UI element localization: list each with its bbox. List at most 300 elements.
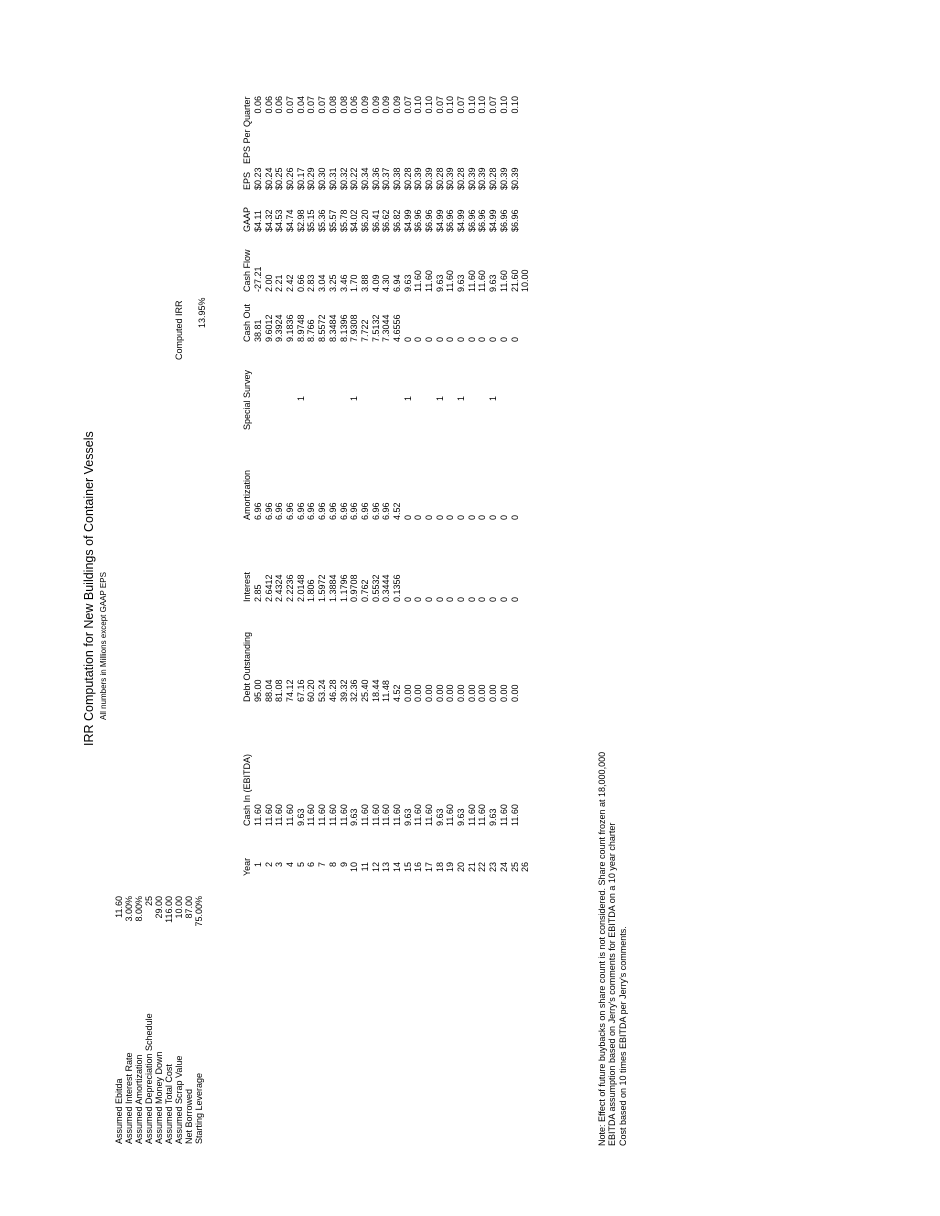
table-cell: 0 (424, 514, 434, 520)
table-cell: 2.0148 (295, 574, 306, 602)
table-cell: 20 (456, 862, 467, 873)
table-cell: 1.3884 (327, 574, 338, 602)
table-cell (520, 542, 531, 602)
table-cell: 9.63 (488, 808, 499, 826)
table-cell (392, 396, 403, 426)
table-cell: $0.26 (285, 167, 296, 190)
table-cell: 9.63 (434, 274, 445, 292)
table-cell: 14 (391, 862, 402, 873)
table-cell: 0.9708 (349, 574, 360, 602)
table-cell: 23 (488, 862, 499, 873)
table-cell: 32.36 (349, 679, 360, 702)
table-cell: $0.22 (349, 167, 360, 190)
table-cell: 2.4324 (274, 574, 285, 602)
table-cell: $0.24 (263, 167, 274, 190)
table-cell: $0.39 (445, 167, 456, 190)
table-cell: 11.60 (285, 804, 296, 826)
table-cell: 0 (509, 514, 520, 520)
table-cell: 0 (434, 514, 445, 520)
table-cell: 0 (488, 514, 499, 520)
table-cell: 11.60 (274, 804, 285, 826)
assumption-label: Assumed Money Down (153, 1051, 164, 1144)
table-cell: 0.09 (370, 96, 381, 114)
table-cell: 0.00 (413, 684, 424, 702)
column-cash-in (253, 766, 531, 826)
table-cell: $0.34 (359, 167, 370, 190)
table-cell: -27.21 (253, 266, 263, 292)
header-special-survey: Special Survey (242, 369, 252, 430)
table-cell: $4.32 (263, 209, 274, 232)
assumption-value: 10.00 (173, 896, 184, 919)
table-cell: 21 (466, 862, 477, 873)
table-cell: 3.88 (359, 274, 370, 292)
table-cell: 6.96 (317, 502, 328, 520)
table-cell: 0.07 (306, 96, 317, 114)
table-cell: 11.60 (466, 270, 477, 292)
table-cell: $0.39 (498, 167, 509, 190)
table-cell: $0.39 (509, 167, 520, 190)
table-cell: 0 (477, 596, 488, 602)
table-cell: 3.46 (338, 274, 349, 292)
assumption-label: Assumed Depreciation Schedule (143, 1013, 154, 1144)
table-cell (445, 396, 456, 426)
table-cell: 0.10 (413, 96, 424, 114)
table-cell: $6.41 (370, 209, 381, 232)
table-cell: $0.29 (306, 167, 317, 190)
table-cell: 0 (402, 514, 413, 520)
table-cell: 0.00 (498, 684, 509, 702)
table-cell: 88.04 (263, 679, 274, 702)
table-cell: 1 (456, 396, 467, 402)
page-subtitle: All numbers in Millions except GAAP EPS (99, 572, 108, 720)
table-cell: 46.28 (327, 679, 338, 702)
table-cell: 1.806 (306, 579, 317, 602)
table-cell: 1 (253, 862, 263, 868)
header-year: Year (242, 857, 252, 876)
assumption-label: Assumed Amortization (133, 1054, 144, 1144)
table-cell: $6.96 (498, 209, 509, 232)
table-cell: 2.21 (274, 274, 285, 292)
column-eps-per-quarter (253, 96, 531, 126)
table-cell: 11.60 (477, 804, 488, 826)
table-cell: 0.06 (263, 96, 274, 114)
table-cell: 9.63 (349, 808, 360, 826)
table-cell (413, 396, 424, 426)
table-cell: 25 (509, 862, 520, 873)
table-cell: 0.00 (488, 684, 499, 702)
table-cell: 3 (274, 862, 285, 868)
table-cell: 0.00 (456, 684, 467, 702)
table-cell: 1.70 (349, 274, 360, 292)
table-cell: 0.08 (327, 96, 338, 114)
assumption-value: 29.00 (153, 896, 164, 919)
assumption-value: 11.60 (114, 896, 124, 918)
table-cell: 7 (317, 862, 328, 868)
table-cell: 6.96 (285, 502, 296, 520)
table-cell: 6.96 (263, 502, 274, 520)
table-cell: 4.52 (391, 684, 402, 702)
table-cell: 74.12 (285, 679, 296, 702)
table-cell: 0.762 (359, 579, 370, 602)
table-cell: 6 (306, 862, 317, 868)
column-gaap (253, 192, 531, 232)
assumption-label: Starting Leverage (193, 1072, 204, 1144)
table-cell: 12 (370, 862, 381, 873)
table-cell: 5 (295, 862, 306, 868)
table-cell (499, 396, 510, 426)
header-debt-outstanding: Debt Outstanding (242, 631, 252, 702)
table-cell: 0 (498, 336, 509, 342)
table-cell (264, 396, 275, 426)
table-cell: 9 (338, 862, 349, 868)
table-cell: 18 (434, 862, 445, 873)
table-cell: 11.60 (370, 804, 381, 826)
column-debt-outstanding (253, 642, 531, 702)
table-cell: 16 (413, 862, 424, 873)
table-cell: $0.38 (391, 167, 402, 190)
table-cell (467, 396, 478, 426)
table-cell: 4 (285, 862, 296, 868)
table-cell: 0.08 (338, 96, 349, 114)
table-cell: 0 (434, 596, 445, 602)
table-cell: 6.96 (359, 502, 370, 520)
table-cell: 0.09 (381, 96, 392, 114)
assumption-value: 75.00% (193, 896, 204, 927)
table-cell (274, 396, 285, 426)
table-cell: 11.60 (424, 804, 434, 826)
table-cell: 11.60 (359, 804, 370, 826)
table-cell: 1 (402, 396, 413, 402)
table-cell: 0.06 (349, 96, 360, 114)
table-cell (381, 396, 392, 426)
table-cell: 6.94 (391, 274, 402, 292)
table-cell: 0 (413, 596, 424, 602)
table-cell: 0.5532 (370, 574, 381, 602)
header-amortization: Amortization (242, 469, 252, 520)
table-cell: 0.3444 (381, 574, 392, 602)
header-cash-in: Cash In (EBITDA) (242, 753, 252, 826)
assumption-value: 3.00% (123, 896, 134, 922)
table-cell: $0.28 (434, 167, 445, 190)
table-cell: 0 (488, 336, 499, 342)
table-cell (253, 396, 264, 426)
table-cell: 0 (402, 596, 413, 602)
table-cell: $4.02 (349, 209, 360, 232)
table-cell: 11.60 (327, 804, 338, 826)
table-cell: 4.6556 (391, 314, 402, 342)
table-cell: 18.44 (370, 679, 381, 702)
table-cell: 0.00 (445, 684, 456, 702)
table-cell: 6.96 (349, 502, 360, 520)
table-cell: 9.63 (488, 274, 499, 292)
table-cell: 0.10 (509, 96, 520, 114)
table-cell: 10.00 (520, 269, 531, 292)
table-cell: 1.5972 (317, 574, 328, 602)
footnote: EBITDA assumption based on Jerry's comments for EBITDA on a 10 year charter (607, 822, 618, 1146)
table-cell: $4.11 (253, 210, 263, 232)
table-cell: 6.96 (381, 502, 392, 520)
table-cell: 0 (445, 336, 456, 342)
table-cell: 11.60 (253, 804, 263, 826)
table-cell: 11.60 (306, 804, 317, 826)
table-cell: 2.6412 (263, 574, 274, 602)
table-cell: 1 (295, 396, 306, 402)
table-cell: 4.30 (381, 274, 392, 292)
table-cell: 0 (402, 336, 413, 342)
table-cell: 9.63 (295, 808, 306, 826)
table-cell: $0.37 (381, 167, 392, 190)
page-title: IRR Computation for New Buildings of Container Vessels (82, 431, 96, 746)
table-cell: $0.28 (456, 167, 467, 190)
table-cell: 11.60 (413, 270, 424, 292)
table-cell: $0.32 (338, 167, 349, 190)
table-cell (520, 396, 531, 426)
table-cell: 9.63 (402, 274, 413, 292)
table-cell: 4.52 (391, 502, 402, 520)
table-cell: 0 (477, 514, 488, 520)
footnote: Cost based on 10 times EBITDA per Jerry's comments. (617, 926, 628, 1146)
table-cell: 11.60 (498, 804, 509, 826)
table-cell: 0.00 (509, 684, 520, 702)
table-cell: 7.9308 (349, 314, 360, 342)
table-cell: 8 (327, 862, 338, 868)
table-cell: 0 (413, 514, 424, 520)
assumption-values (114, 896, 203, 956)
assumption-label: Assumed Ebitda (114, 1078, 124, 1144)
table-cell: 17 (424, 862, 434, 873)
table-cell: 0.04 (295, 96, 306, 114)
table-cell: 0.09 (391, 96, 402, 114)
table-cell: 2.00 (263, 274, 274, 292)
table-cell: $0.28 (402, 167, 413, 190)
table-cell: 11.60 (466, 804, 477, 826)
table-cell: 0.07 (488, 96, 499, 114)
table-cell: 25.40 (359, 679, 370, 702)
table-cell: 22 (477, 862, 488, 873)
table-cell: 19 (445, 862, 456, 873)
table-cell: 0.10 (424, 96, 434, 114)
table-cell: 0 (466, 514, 477, 520)
table-cell: 11.60 (445, 804, 456, 826)
table-cell: 11.60 (509, 804, 520, 826)
table-cell: $6.96 (413, 209, 424, 232)
table-cell: 11.60 (381, 804, 392, 826)
table-cell (520, 192, 531, 232)
table-cell: 2.2236 (285, 574, 296, 602)
table-cell: 0.1356 (391, 574, 402, 602)
assumption-value: 87.00 (183, 896, 194, 919)
table-cell (424, 396, 435, 426)
table-cell: $6.96 (424, 209, 434, 232)
table-cell: 0.07 (402, 96, 413, 114)
table-cell: 0.66 (295, 274, 306, 292)
table-cell (510, 396, 521, 426)
table-cell: 10 (349, 862, 360, 873)
table-cell: $0.28 (488, 167, 499, 190)
assumption-label: Assumed Total Cost (163, 1064, 174, 1144)
table-cell: 38.81 (253, 319, 263, 342)
table-cell: 1 (434, 396, 445, 402)
table-cell: 0 (498, 514, 509, 520)
table-cell: 0 (466, 336, 477, 342)
table-cell: 0.07 (317, 96, 328, 114)
table-cell: 11.60 (338, 804, 349, 826)
table-cell: 11.60 (498, 270, 509, 292)
table-cell (520, 642, 531, 702)
table-cell: 6.96 (295, 502, 306, 520)
assumption-value: 25 (143, 896, 154, 907)
table-cell: 0 (509, 336, 520, 342)
table-cell: 0 (413, 336, 424, 342)
table-cell: 11.60 (391, 804, 402, 826)
table-cell: 0.00 (466, 684, 477, 702)
table-cell: 0 (456, 596, 467, 602)
table-cell: 6.96 (327, 502, 338, 520)
table-cell (306, 396, 317, 426)
table-cell: $6.96 (477, 209, 488, 232)
table-cell (285, 396, 296, 426)
footnotes (597, 752, 628, 1146)
table-cell (317, 396, 328, 426)
table-cell: 24 (498, 862, 509, 873)
table-cell: 7.3044 (381, 314, 392, 342)
table-cell: $0.17 (295, 167, 306, 190)
table-cell: 8.766 (306, 319, 317, 342)
table-cell: 13 (381, 862, 392, 873)
assumption-labels (114, 1013, 203, 1144)
table-cell: 0 (424, 336, 434, 342)
table-cell: $0.31 (327, 167, 338, 190)
table-cell: 1 (488, 396, 499, 402)
table-cell: 0.10 (477, 96, 488, 114)
table-cell: 0 (445, 514, 456, 520)
table-cell: 2.83 (306, 274, 317, 292)
table-cell: 95.00 (253, 679, 263, 702)
table-cell: 0.00 (424, 684, 434, 702)
table-cell: 4.09 (370, 274, 381, 292)
table-cell (520, 150, 531, 190)
table-cell: 11.60 (477, 270, 488, 292)
table-cell: 7.5132 (370, 314, 381, 342)
table-cell: 39.32 (338, 679, 349, 702)
table-cell: 0.06 (274, 96, 285, 114)
assumption-label: Net Borrowed (183, 1088, 194, 1144)
header-gaap: GAAP (242, 206, 252, 232)
table-cell: 11.60 (424, 270, 434, 292)
table-cell: 2.42 (285, 274, 296, 292)
table-cell: $0.39 (424, 167, 434, 190)
table-cell: 9.1836 (285, 314, 296, 342)
column-amortization (253, 460, 531, 520)
table-cell: 0 (456, 514, 467, 520)
column-cash-out (253, 292, 531, 342)
table-cell: 0 (424, 596, 434, 602)
assumption-label: Assumed Scrap Value (173, 1055, 184, 1144)
assumption-value: 116.00 (163, 896, 174, 923)
table-cell: 6.96 (338, 502, 349, 520)
table-cell: $0.39 (413, 167, 424, 190)
table-cell: 0.07 (285, 96, 296, 114)
table-cell: 0 (445, 596, 456, 602)
table-cell: 11 (359, 862, 370, 872)
table-cell: 11.60 (263, 804, 274, 826)
header-eps-per-quarter: EPS Per Quarter (242, 96, 252, 164)
table-cell: 8.9748 (295, 314, 306, 342)
column-cash-flow (253, 242, 531, 292)
table-cell: $6.96 (445, 209, 456, 232)
table-cell: 67.16 (295, 679, 306, 702)
table-cell: 0 (434, 336, 445, 342)
table-cell: 15 (402, 862, 413, 873)
table-cell: 0.09 (359, 96, 370, 114)
table-cell: 53.24 (317, 679, 328, 702)
table-cell: 1.1796 (338, 574, 349, 602)
table-cell: 0 (498, 596, 509, 602)
table-cell: 2.85 (253, 584, 263, 602)
column-interest (253, 542, 531, 602)
table-cell: 7.722 (359, 319, 370, 342)
table-cell: 0.00 (434, 684, 445, 702)
table-cell: 9.63 (456, 274, 467, 292)
table-cell: 2 (263, 862, 274, 868)
table-cell: 0 (488, 596, 499, 602)
table-cell: 11.60 (445, 270, 456, 292)
table-cell: 9.6012 (263, 314, 274, 342)
table-cell: $0.36 (370, 167, 381, 190)
table-cell: 0.10 (466, 96, 477, 114)
table-cell (520, 292, 531, 342)
table-cell: $5.15 (306, 209, 317, 232)
column-eps (253, 150, 531, 190)
table-cell: 60.20 (306, 679, 317, 702)
table-cell: 6.96 (274, 502, 285, 520)
table-cell: $0.23 (253, 167, 263, 190)
column-year (253, 862, 531, 888)
header-eps: EPS (242, 171, 252, 190)
table-cell: 0.00 (402, 684, 413, 702)
header-interest: Interest (242, 571, 252, 602)
table-cell: 0.00 (477, 684, 488, 702)
table-cell (520, 96, 531, 126)
table-cell: 9.63 (402, 808, 413, 826)
table-cell: $4.99 (456, 209, 467, 232)
table-cell (520, 766, 531, 826)
table-cell: 0 (509, 596, 520, 602)
table-cell: 26 (520, 862, 531, 873)
table-cell: $0.39 (477, 167, 488, 190)
table-cell: 8.1396 (338, 314, 349, 342)
table-cell: $5.36 (317, 209, 328, 232)
table-cell: $4.74 (285, 209, 296, 232)
table-cell: $4.53 (274, 209, 285, 232)
table-cell: 9.63 (456, 808, 467, 826)
table-cell: $4.99 (402, 209, 413, 232)
table-cell: $0.25 (274, 167, 285, 190)
table-cell: $0.39 (466, 167, 477, 190)
table-cell: 0 (456, 336, 467, 342)
table-cell: 6.96 (306, 502, 317, 520)
table-cell (520, 460, 531, 520)
table-cell: 6.96 (370, 502, 381, 520)
table-cell (360, 396, 371, 426)
computed-irr-value: 13.95% (197, 297, 207, 328)
table-cell: 11.60 (413, 804, 424, 826)
table-cell: 0.10 (498, 96, 509, 114)
table-cell: $4.99 (488, 209, 499, 232)
table-cell (328, 396, 339, 426)
table-cell: 11.60 (317, 804, 328, 826)
table-cell (477, 396, 488, 426)
